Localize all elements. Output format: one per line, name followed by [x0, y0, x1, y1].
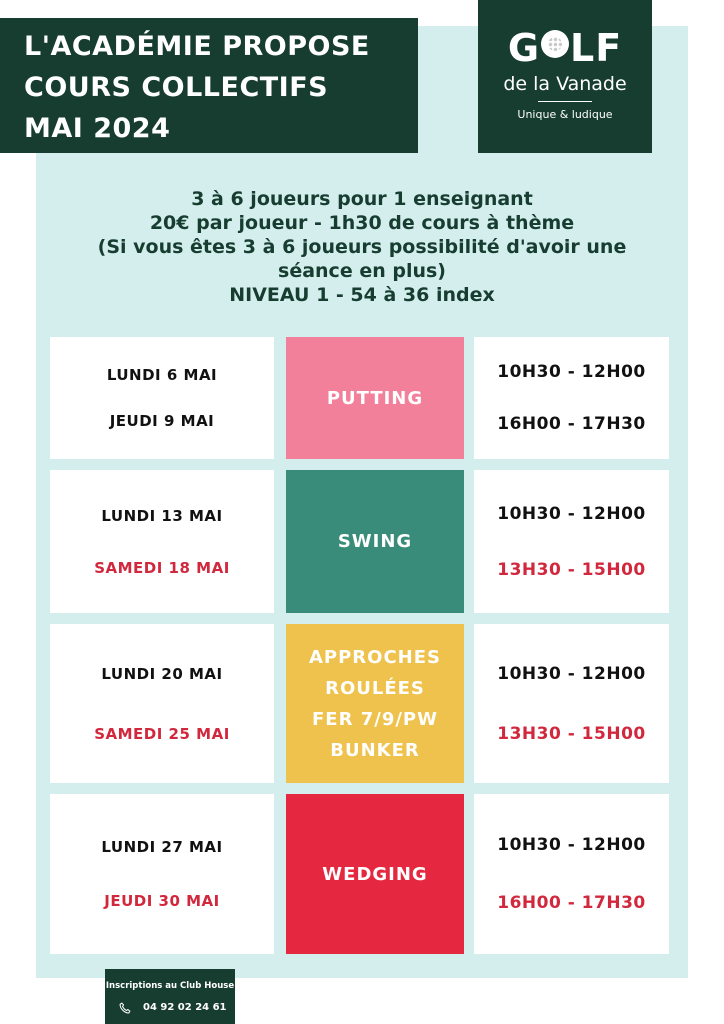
topic-cell: [286, 794, 464, 954]
time-primary: 10H30 - 12H00: [497, 362, 646, 382]
time-secondary: 13H30 - 15H00: [497, 559, 646, 580]
date-primary: LUNDI 20 MAI: [101, 664, 223, 683]
time-secondary: 16H00 - 17H30: [497, 893, 646, 913]
date-primary: LUNDI 6 MAI: [106, 366, 218, 384]
time-secondary: 16H00 - 17H30: [497, 414, 646, 434]
dates-cell: [50, 470, 274, 613]
title-line-3: MAI 2024: [24, 113, 171, 144]
date-primary: LUNDI 13 MAI: [101, 506, 223, 525]
logo-word-part-2: LF: [570, 26, 623, 70]
info-line-5: NIVEAU 1 - 54 à 36 index: [229, 284, 495, 306]
logo-tagline: Unique & ludique: [517, 108, 613, 121]
topic-line: APPROCHES: [308, 646, 441, 668]
date-secondary: JEUDI 9 MAI: [109, 412, 215, 430]
topic-line: FER 7/9/PW: [312, 708, 438, 730]
golf-logo: [478, 0, 652, 153]
info-line-4: séance en plus): [278, 260, 446, 282]
title-banner: [0, 18, 418, 153]
date-primary: LUNDI 27 MAI: [101, 838, 223, 856]
title-line-2: COURS COLLECTIFS: [24, 72, 329, 103]
dates-cell: [50, 794, 274, 954]
dates-cell: [50, 624, 274, 783]
registration-label: Inscriptions au Club House: [105, 981, 235, 991]
topic-cell: [286, 337, 464, 459]
golf-ball-icon: [541, 30, 569, 58]
date-secondary: SAMEDI 25 MAI: [94, 724, 230, 743]
title-line-1: L'ACADÉMIE PROPOSE: [24, 31, 370, 62]
topic-line: WEDGING: [322, 863, 428, 885]
topic-cell: [286, 470, 464, 613]
dates-cell: [50, 337, 274, 459]
phone-icon: [118, 1001, 132, 1015]
date-secondary: SAMEDI 18 MAI: [94, 558, 230, 577]
topic-line: BUNKER: [330, 739, 420, 761]
times-cell: [474, 624, 669, 783]
time-primary: 10H30 - 12H00: [497, 835, 646, 855]
logo-subtitle: de la Vanade: [503, 73, 627, 95]
info-line-1: 3 à 6 joueurs pour 1 enseignant: [191, 188, 533, 210]
info-line-2: 20€ par joueur - 1h30 de cours à thème: [149, 212, 575, 234]
contact-footer: [105, 969, 235, 1024]
times-cell: [474, 794, 669, 954]
time-secondary: 13H30 - 15H00: [497, 723, 646, 744]
topic-cell: [286, 624, 464, 783]
info-line-3: (Si vous êtes 3 à 6 joueurs possibilité d'avoir une: [97, 236, 627, 258]
logo-divider: [538, 101, 592, 102]
topic-line: SWING: [337, 531, 413, 552]
topic-line: PUTTING: [326, 387, 424, 409]
logo-word-part-1: G: [507, 26, 541, 70]
topic-line: ROULÉES: [325, 677, 425, 699]
times-cell: [474, 470, 669, 613]
time-primary: 10H30 - 12H00: [497, 503, 646, 524]
course-info: [36, 187, 688, 307]
date-secondary: JEUDI 30 MAI: [104, 892, 220, 910]
time-primary: 10H30 - 12H00: [497, 663, 646, 684]
times-cell: [474, 337, 669, 459]
logo-wordmark: [478, 26, 652, 70]
phone-number[interactable]: 04 92 02 24 61: [143, 1002, 227, 1013]
